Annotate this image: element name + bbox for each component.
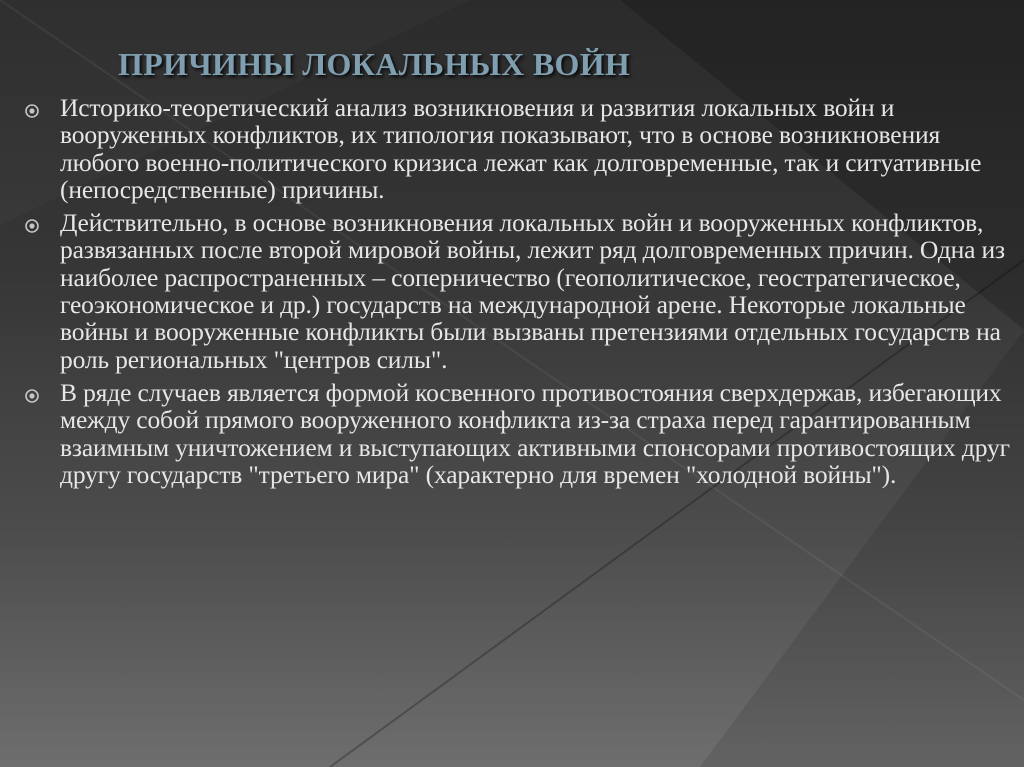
bullet-item: [20, 209, 1010, 373]
circled-dot-icon: [24, 103, 40, 119]
bullet-list: [20, 94, 1010, 494]
slide-title: ПРИЧИНЫ ЛОКАЛЬНЫХ ВОЙН: [118, 46, 631, 82]
bullet-item: [20, 379, 1010, 488]
circled-dot-icon: [24, 388, 40, 404]
bullet-text: В ряде случаев является формой косвенного противостояния сверхдержав, избегающих между собой прямого вооруженного конфликта из-за страха перед гарантированным взаимным уничтожением и выступающих активными спонсорами противостоящих друг другу государств "третьего мира" (характерно для времен "холодной войны").: [60, 377, 1010, 489]
bullet-text: Действительно, в основе возникновения локальных войн и вооруженных конфликтов, развязанных после второй мировой войны, лежит ряд долговременных причин. Одна из наиболее распространенных – соперничество (геополитическое, геостратегическое, геоэкономическое и др.) государств на международной арене. Некоторые локальные войны и вооруженные конфликты были вызваны претензиями отдельных государств на роль региональных "центров силы".: [60, 208, 1005, 374]
bullet-item: [20, 94, 1010, 203]
bullet-text: Историко-теоретический анализ возникновения и развития локальных войн и вооруженных конфликтов, их типология показывают, что в основе возникновения любого военно-политического кризиса лежат как долговременные, так и ситуативные (непосредственные) причины.: [60, 93, 982, 204]
circled-dot-icon: [24, 218, 40, 234]
